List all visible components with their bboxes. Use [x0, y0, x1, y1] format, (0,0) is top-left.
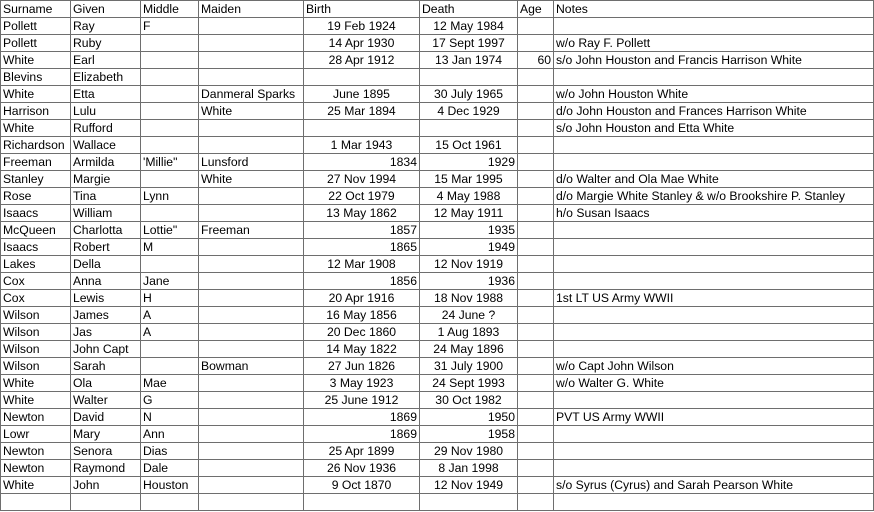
cell-birth[interactable]: 26 Nov 1936 [304, 460, 420, 477]
cell-given[interactable] [71, 494, 141, 511]
table-row [1, 239, 874, 256]
cell-maiden[interactable] [199, 307, 304, 324]
cell-birth[interactable]: 13 May 1862 [304, 205, 420, 222]
cell-age[interactable] [518, 239, 554, 256]
table-row [1, 120, 874, 137]
cell-middle[interactable]: N [141, 409, 199, 426]
header-maiden[interactable]: Maiden [199, 1, 304, 18]
cell-birth[interactable]: 1869 [304, 426, 420, 443]
cell-notes[interactable]: w/o John Houston White [554, 86, 874, 103]
cell-middle[interactable] [141, 171, 199, 188]
cell-maiden[interactable] [199, 205, 304, 222]
cell-death[interactable]: 15 Oct 1961 [420, 137, 518, 154]
cell-given[interactable]: Etta [71, 86, 141, 103]
cell-middle[interactable] [141, 69, 199, 86]
cell-given[interactable]: Walter [71, 392, 141, 409]
cell-age[interactable]: 60 [518, 52, 554, 69]
cell-age[interactable] [518, 443, 554, 460]
cell-birth[interactable]: 1857 [304, 222, 420, 239]
cell-notes[interactable]: s/o Syrus (Cyrus) and Sarah Pearson White [554, 477, 874, 494]
cell-notes[interactable] [554, 392, 874, 409]
cell-birth[interactable]: 25 June 1912 [304, 392, 420, 409]
cell-notes[interactable] [554, 494, 874, 511]
cell-given[interactable]: John [71, 477, 141, 494]
cell-surname[interactable]: White [1, 375, 71, 392]
cell-surname[interactable]: Richardson [1, 137, 71, 154]
cell-given[interactable]: Tina [71, 188, 141, 205]
header-notes[interactable]: Notes [554, 1, 874, 18]
cell-birth[interactable] [304, 69, 420, 86]
cell-surname[interactable]: Pollett [1, 35, 71, 52]
cell-given[interactable]: Sarah [71, 358, 141, 375]
cell-middle[interactable]: Jane [141, 273, 199, 290]
cell-birth[interactable]: 1856 [304, 273, 420, 290]
cell-birth[interactable]: 27 Nov 1994 [304, 171, 420, 188]
header-middle[interactable]: Middle [141, 1, 199, 18]
cell-death[interactable]: 30 July 1965 [420, 86, 518, 103]
cell-birth[interactable]: 12 Mar 1908 [304, 256, 420, 273]
cell-birth[interactable]: 14 May 1822 [304, 341, 420, 358]
cell-given[interactable]: Ray [71, 18, 141, 35]
cell-age[interactable] [518, 154, 554, 171]
table-row [1, 69, 874, 86]
cell-birth[interactable]: 14 Apr 1930 [304, 35, 420, 52]
cell-death[interactable]: 1958 [420, 426, 518, 443]
cell-age[interactable] [518, 409, 554, 426]
cell-middle[interactable]: A [141, 324, 199, 341]
cell-death[interactable]: 1949 [420, 239, 518, 256]
cell-middle[interactable]: Lottie" [141, 222, 199, 239]
cell-middle[interactable] [141, 86, 199, 103]
cell-given[interactable]: Ola [71, 375, 141, 392]
cell-given[interactable]: Senora [71, 443, 141, 460]
cell-death[interactable] [420, 494, 518, 511]
cell-given[interactable]: John Capt [71, 341, 141, 358]
cell-death[interactable]: 12 May 1911 [420, 205, 518, 222]
cell-middle[interactable]: Houston [141, 477, 199, 494]
cell-middle[interactable] [141, 35, 199, 52]
cell-death[interactable]: 13 Jan 1974 [420, 52, 518, 69]
cell-given[interactable]: Lulu [71, 103, 141, 120]
cell-death[interactable]: 4 May 1988 [420, 188, 518, 205]
cell-maiden[interactable] [199, 120, 304, 137]
table-row [1, 137, 874, 154]
cell-maiden[interactable]: Bowman [199, 358, 304, 375]
cell-surname[interactable]: White [1, 52, 71, 69]
cell-notes[interactable]: s/o John Houston and Etta White [554, 120, 874, 137]
cell-notes[interactable] [554, 307, 874, 324]
cell-death[interactable]: 15 Mar 1995 [420, 171, 518, 188]
cell-death[interactable] [420, 120, 518, 137]
header-death[interactable]: Death [420, 1, 518, 18]
cell-middle[interactable] [141, 120, 199, 137]
cell-birth[interactable]: 25 Mar 1894 [304, 103, 420, 120]
cell-given[interactable]: Margie [71, 171, 141, 188]
cell-birth[interactable]: 3 May 1923 [304, 375, 420, 392]
cell-age[interactable] [518, 426, 554, 443]
cell-maiden[interactable] [199, 477, 304, 494]
cell-age[interactable] [518, 222, 554, 239]
cell-birth[interactable]: 25 Apr 1899 [304, 443, 420, 460]
cell-maiden[interactable]: Freeman [199, 222, 304, 239]
cell-death[interactable]: 1935 [420, 222, 518, 239]
cell-age[interactable] [518, 69, 554, 86]
cell-maiden[interactable] [199, 35, 304, 52]
cell-age[interactable] [518, 103, 554, 120]
cell-age[interactable] [518, 273, 554, 290]
cell-surname[interactable]: Wilson [1, 324, 71, 341]
cell-death[interactable]: 29 Nov 1980 [420, 443, 518, 460]
cell-given[interactable]: Robert [71, 239, 141, 256]
cell-notes[interactable] [554, 18, 874, 35]
cell-age[interactable] [518, 477, 554, 494]
cell-notes[interactable] [554, 324, 874, 341]
table-row [1, 443, 874, 460]
table-row [1, 52, 874, 69]
cell-maiden[interactable] [199, 460, 304, 477]
cell-notes[interactable]: d/o Walter and Ola Mae White [554, 171, 874, 188]
cell-middle[interactable]: A [141, 307, 199, 324]
cell-given[interactable]: Raymond [71, 460, 141, 477]
cell-birth[interactable] [304, 120, 420, 137]
cell-middle[interactable] [141, 341, 199, 358]
cell-maiden[interactable]: White [199, 103, 304, 120]
table-row [1, 392, 874, 409]
cell-given[interactable]: Wallace [71, 137, 141, 154]
cell-surname[interactable]: Harrison [1, 103, 71, 120]
cell-maiden[interactable] [199, 409, 304, 426]
cell-notes[interactable] [554, 273, 874, 290]
cell-birth[interactable]: 27 Jun 1826 [304, 358, 420, 375]
header-surname[interactable]: Surname [1, 1, 71, 18]
cell-surname[interactable]: Cox [1, 273, 71, 290]
cell-age[interactable] [518, 205, 554, 222]
header-row [1, 1, 874, 18]
header-age[interactable]: Age [518, 1, 554, 18]
cell-death[interactable]: 1 Aug 1893 [420, 324, 518, 341]
cell-birth[interactable]: 20 Dec 1860 [304, 324, 420, 341]
table-row [1, 409, 874, 426]
cell-surname[interactable]: Newton [1, 443, 71, 460]
table-row [1, 324, 874, 341]
table-row [1, 86, 874, 103]
cell-given[interactable]: Jas [71, 324, 141, 341]
cell-surname[interactable]: Newton [1, 409, 71, 426]
cell-maiden[interactable]: Danmeral Sparks [199, 86, 304, 103]
cell-age[interactable] [518, 494, 554, 511]
cell-notes[interactable] [554, 256, 874, 273]
cell-age[interactable] [518, 307, 554, 324]
cell-surname[interactable]: Wilson [1, 341, 71, 358]
table-row [1, 256, 874, 273]
cell-maiden[interactable] [199, 426, 304, 443]
cell-notes[interactable]: w/o Walter G. White [554, 375, 874, 392]
table-row [1, 375, 874, 392]
table-row [1, 171, 874, 188]
cell-given[interactable]: Charlotta [71, 222, 141, 239]
cell-maiden[interactable] [199, 392, 304, 409]
cell-death[interactable]: 1929 [420, 154, 518, 171]
cell-age[interactable] [518, 358, 554, 375]
cell-birth[interactable]: 1834 [304, 154, 420, 171]
cell-birth[interactable]: 9 Oct 1870 [304, 477, 420, 494]
cell-notes[interactable] [554, 460, 874, 477]
cell-given[interactable]: Elizabeth [71, 69, 141, 86]
cell-surname[interactable]: Wilson [1, 307, 71, 324]
cell-given[interactable]: Earl [71, 52, 141, 69]
cell-death[interactable]: 31 July 1900 [420, 358, 518, 375]
cell-notes[interactable]: w/o Capt John Wilson [554, 358, 874, 375]
cell-surname[interactable]: White [1, 86, 71, 103]
cell-middle[interactable] [141, 103, 199, 120]
table-row [1, 494, 874, 511]
cell-middle[interactable]: Mae [141, 375, 199, 392]
cell-given[interactable]: James [71, 307, 141, 324]
cell-death[interactable]: 24 Sept 1993 [420, 375, 518, 392]
cell-surname[interactable]: Lowr [1, 426, 71, 443]
cell-death[interactable]: 30 Oct 1982 [420, 392, 518, 409]
cell-death[interactable]: 1936 [420, 273, 518, 290]
cell-age[interactable] [518, 460, 554, 477]
cell-maiden[interactable] [199, 443, 304, 460]
cell-age[interactable] [518, 35, 554, 52]
cell-middle[interactable]: M [141, 239, 199, 256]
cell-middle[interactable]: Dias [141, 443, 199, 460]
cell-birth[interactable]: 22 Oct 1979 [304, 188, 420, 205]
cell-given[interactable]: Lewis [71, 290, 141, 307]
cell-surname[interactable]: Isaacs [1, 239, 71, 256]
header-given[interactable]: Given [71, 1, 141, 18]
cell-notes[interactable] [554, 239, 874, 256]
table-row [1, 35, 874, 52]
cell-surname[interactable]: Lakes [1, 256, 71, 273]
cell-notes[interactable] [554, 222, 874, 239]
cell-death[interactable]: 8 Jan 1998 [420, 460, 518, 477]
table-row [1, 426, 874, 443]
cell-middle[interactable] [141, 137, 199, 154]
cell-surname[interactable]: Rose [1, 188, 71, 205]
cell-maiden[interactable] [199, 18, 304, 35]
cell-middle[interactable]: Ann [141, 426, 199, 443]
cell-given[interactable]: William [71, 205, 141, 222]
cell-maiden[interactable] [199, 290, 304, 307]
cell-notes[interactable] [554, 154, 874, 171]
cell-middle[interactable]: Lynn [141, 188, 199, 205]
cell-notes[interactable] [554, 426, 874, 443]
cell-notes[interactable]: 1st LT US Army WWII [554, 290, 874, 307]
table-row [1, 307, 874, 324]
cell-death[interactable]: 4 Dec 1929 [420, 103, 518, 120]
cell-birth[interactable]: 16 May 1856 [304, 307, 420, 324]
cell-given[interactable]: David [71, 409, 141, 426]
table-row [1, 341, 874, 358]
cell-surname[interactable]: Isaacs [1, 205, 71, 222]
cell-death[interactable]: 17 Sept 1997 [420, 35, 518, 52]
cell-birth[interactable]: 1869 [304, 409, 420, 426]
cell-death[interactable] [420, 69, 518, 86]
cell-maiden[interactable] [199, 239, 304, 256]
cell-given[interactable]: Anna [71, 273, 141, 290]
cell-death[interactable]: 12 Nov 1919 [420, 256, 518, 273]
cell-given[interactable]: Ruby [71, 35, 141, 52]
cell-surname[interactable]: White [1, 392, 71, 409]
cell-notes[interactable] [554, 137, 874, 154]
table-row [1, 290, 874, 307]
cell-death[interactable]: 24 May 1896 [420, 341, 518, 358]
cell-birth[interactable]: 19 Feb 1924 [304, 18, 420, 35]
cell-age[interactable] [518, 18, 554, 35]
cell-death[interactable]: 12 Nov 1949 [420, 477, 518, 494]
cell-birth[interactable]: June 1895 [304, 86, 420, 103]
cell-surname[interactable] [1, 494, 71, 511]
cell-death[interactable]: 24 June ? [420, 307, 518, 324]
cell-middle[interactable] [141, 358, 199, 375]
table-row [1, 273, 874, 290]
cell-surname[interactable]: Cox [1, 290, 71, 307]
cell-age[interactable] [518, 188, 554, 205]
cell-birth[interactable]: 1865 [304, 239, 420, 256]
cell-given[interactable]: Della [71, 256, 141, 273]
cell-age[interactable] [518, 341, 554, 358]
table-row [1, 18, 874, 35]
cell-maiden[interactable] [199, 341, 304, 358]
cell-age[interactable] [518, 392, 554, 409]
cell-surname[interactable]: Blevins [1, 69, 71, 86]
cell-death[interactable]: 1950 [420, 409, 518, 426]
cell-surname[interactable]: Freeman [1, 154, 71, 171]
cell-maiden[interactable] [199, 69, 304, 86]
cell-notes[interactable]: w/o Ray F. Pollett [554, 35, 874, 52]
cell-given[interactable]: Rufford [71, 120, 141, 137]
cell-maiden[interactable]: Lunsford [199, 154, 304, 171]
cell-middle[interactable] [141, 205, 199, 222]
table-row [1, 103, 874, 120]
table-row [1, 358, 874, 375]
cell-notes[interactable] [554, 341, 874, 358]
cell-notes[interactable]: d/o Margie White Stanley & w/o Brookshire P. Stanley [554, 188, 874, 205]
cell-notes[interactable] [554, 443, 874, 460]
cell-age[interactable] [518, 86, 554, 103]
cell-age[interactable] [518, 324, 554, 341]
cell-middle[interactable]: H [141, 290, 199, 307]
table-row [1, 205, 874, 222]
cell-age[interactable] [518, 256, 554, 273]
cell-middle[interactable]: G [141, 392, 199, 409]
cell-age[interactable] [518, 120, 554, 137]
cell-middle[interactable]: F [141, 18, 199, 35]
table-row [1, 460, 874, 477]
cell-given[interactable]: Mary [71, 426, 141, 443]
cell-middle[interactable] [141, 494, 199, 511]
cell-maiden[interactable] [199, 137, 304, 154]
cell-notes[interactable]: d/o John Houston and Frances Harrison White [554, 103, 874, 120]
cell-maiden[interactable] [199, 188, 304, 205]
cell-surname[interactable]: Newton [1, 460, 71, 477]
cell-maiden[interactable] [199, 52, 304, 69]
cell-notes[interactable]: h/o Susan Isaacs [554, 205, 874, 222]
cell-middle[interactable] [141, 52, 199, 69]
cell-surname[interactable]: Pollett [1, 18, 71, 35]
cell-notes[interactable]: PVT US Army WWII [554, 409, 874, 426]
cell-maiden[interactable] [199, 324, 304, 341]
cell-birth[interactable]: 1 Mar 1943 [304, 137, 420, 154]
cell-surname[interactable]: White [1, 120, 71, 137]
cell-age[interactable] [518, 137, 554, 154]
cell-surname[interactable]: White [1, 477, 71, 494]
table-row [1, 154, 874, 171]
cell-age[interactable] [518, 290, 554, 307]
cell-middle[interactable]: Dale [141, 460, 199, 477]
table-row [1, 477, 874, 494]
header-birth[interactable]: Birth [304, 1, 420, 18]
cell-surname[interactable]: Stanley [1, 171, 71, 188]
cell-surname[interactable]: McQueen [1, 222, 71, 239]
cell-notes[interactable]: s/o John Houston and Francis Harrison White [554, 52, 874, 69]
cell-notes[interactable] [554, 69, 874, 86]
cell-age[interactable] [518, 171, 554, 188]
cell-maiden[interactable]: White [199, 171, 304, 188]
cell-middle[interactable] [141, 256, 199, 273]
cell-birth[interactable] [304, 494, 420, 511]
table-row [1, 188, 874, 205]
cell-death[interactable]: 12 May 1984 [420, 18, 518, 35]
cell-surname[interactable]: Wilson [1, 358, 71, 375]
cell-death[interactable]: 18 Nov 1988 [420, 290, 518, 307]
cell-middle[interactable]: 'Millie" [141, 154, 199, 171]
cell-maiden[interactable] [199, 256, 304, 273]
cell-maiden[interactable] [199, 273, 304, 290]
table-row [1, 222, 874, 239]
cell-birth[interactable]: 20 Apr 1916 [304, 290, 420, 307]
cell-given[interactable]: Armilda [71, 154, 141, 171]
cell-age[interactable] [518, 375, 554, 392]
cell-maiden[interactable] [199, 494, 304, 511]
cell-maiden[interactable] [199, 375, 304, 392]
cell-birth[interactable]: 28 Apr 1912 [304, 52, 420, 69]
